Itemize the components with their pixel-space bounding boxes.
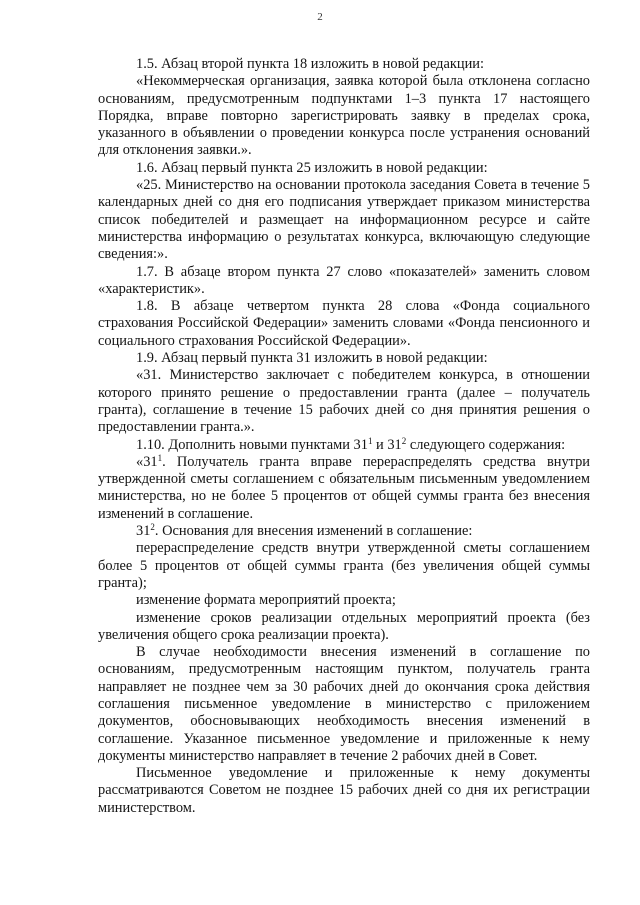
paragraph-1-5-quote: «Некоммерческая организация, заявка которой была отклонена согласно основаниям, предусмотренным подпунктами 1–3 пункта 17 настоящего Порядка, вправе повторно зарегистрировать заявку в пределах срока, указанного в объявлении о проведении конкурса после устранения оснований для отклонения заявки.». (98, 73, 590, 159)
paragraph-1-7: 1.7. В абзаце втором пункта 27 слово «показателей» заменить словом «характеристик». (98, 263, 590, 297)
paragraph-1-6-quote: «25. Министерство на основании протокола заседания Совета в течение 5 календарных дней со дня его подписания утверждает приказом министерства список победителей и размещает на информационном ресурсе и сайте министерства информацию о результатах конкурса, включающую следующие сведения:». (98, 177, 590, 263)
page-number: 2 (317, 11, 323, 23)
paragraph-1-9: 1.9. Абзац первый пункта 31 изложить в новой редакции: (136, 350, 488, 367)
paragraph-31-1: «$31^1$. Получатель гранта вправе перераспределять средства внутри утвержденной сметы соглашением с обязательным письменным уведомлением министерства, но не более 5 процентов от общей суммы гранта без внесения изменений в соглашение. (98, 452, 590, 522)
paragraph-notification-procedure: В случае необходимости внесения изменений в соглашение по основаниям, предусмотренным настоящим пунктом, получатель гранта направляет не позднее чем за 30 рабочих дней до окончания срока действия соглашения письменное уведомление в министерство с приложением документов, обосновывающих необходимость внесения изменений в соглашение. Указанное письменное уведомление и приложенные к нему документы министерство направляет в течение 2 рабочих дней в Совет. (98, 644, 590, 764)
list-item-format-change: изменение формата мероприятий проекта; (136, 592, 396, 609)
list-item-deadline-change: изменение сроков реализации отдельных мероприятий проекта (без увеличения общего срока реализации проекта). (98, 609, 590, 643)
document-body (98, 56, 590, 817)
list-item-redistribution: перераспределение средств внутри утвержденной сметы соглашением более 5 процентов от общей суммы гранта (без увеличения общей суммы гранта); (98, 540, 590, 591)
paragraph-1-9-quote: «31. Министерство заключает с победителем конкурса, в отношении которого принято решение о предоставлении гранта (далее – получатель гранта), соглашение в течение 15 рабочих дней со дня принятия решения о предоставлении гранта.». (98, 367, 590, 436)
paragraph-council-review: Письменное уведомление и приложенные к нему документы рассматриваются Советом не позднее 15 рабочих дней со дня их регистрации министерством. (98, 765, 590, 816)
paragraph-1-6: 1.6. Абзац первый пункта 25 изложить в новой редакции: (136, 159, 488, 176)
paragraph-1-5: 1.5. Абзац второй пункта 18 изложить в новой редакции: (136, 56, 484, 72)
paragraph-31-2: $31^2$. Основания для внесения изменений в соглашение: (136, 522, 473, 540)
paragraph-1-8: 1.8. В абзаце четвертом пункта 28 слова «Фонда социального страхования Российской Федерации» заменить словами «Фонда пенсионного и социального страхования Российской Федерации». (98, 298, 590, 349)
paragraph-1-10: 1.10. Дополнить новыми пунктами $31^1$ и $31^2$ следующего содержания: (136, 435, 566, 453)
